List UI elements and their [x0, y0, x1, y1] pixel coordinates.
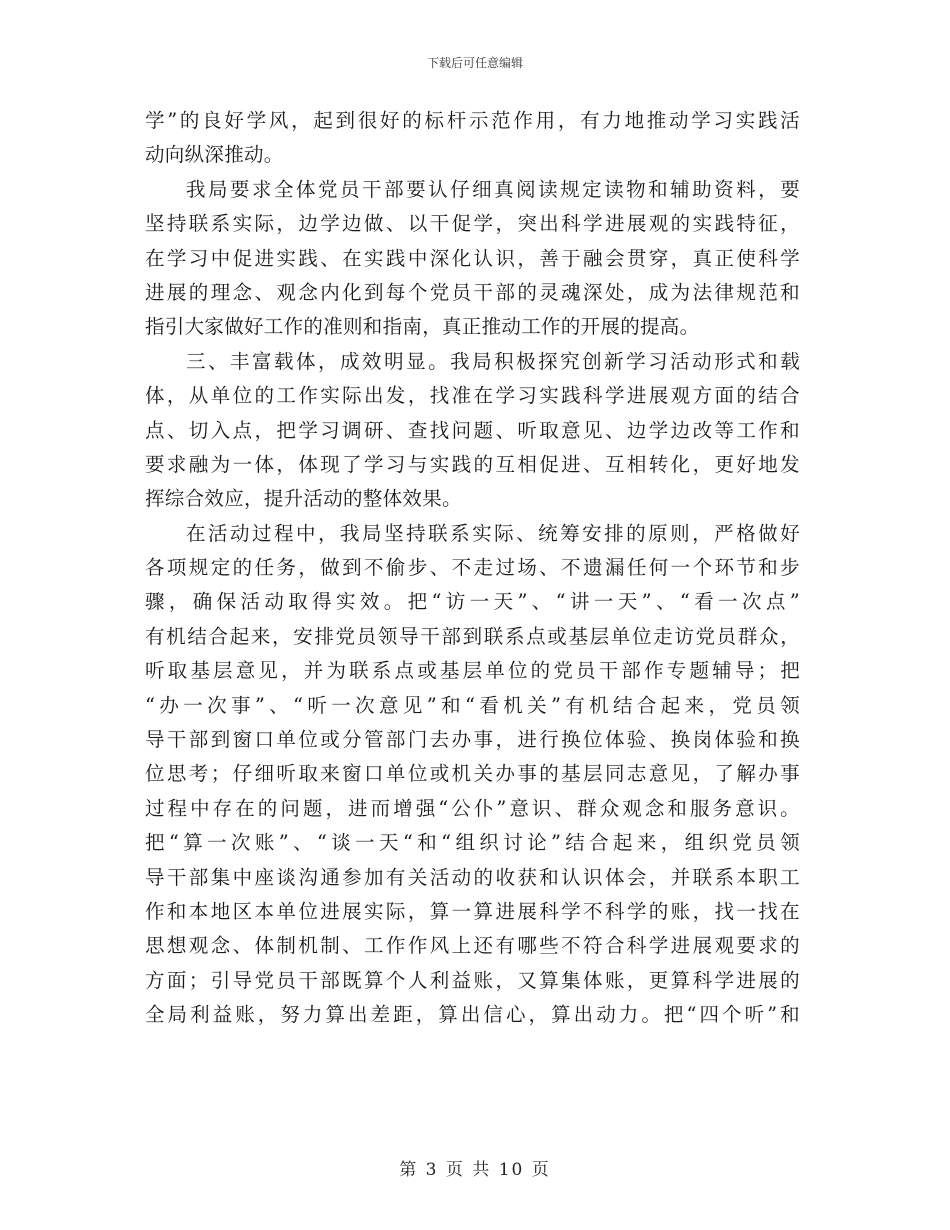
text-line: 方面；引导党员干部既算个人利益账，又算集体账，更算科学进展的 [145, 968, 800, 992]
text-line: 在学习中促进实践、在实践中深化认识，善于融会贯穿，真正使科学 [145, 246, 800, 270]
text-line: 位思考；仔细听取来窗口单位或机关办事的基层同志意见，了解办事 [145, 762, 800, 786]
text-line: 进展的理念、观念内化到每个党员干部的灵魂深处，成为法律规范和 [145, 280, 800, 304]
text-line: 挥综合效应，提升活动的整体效果。 [145, 487, 462, 511]
text-line: 思想观念、体制机制、工作作风上还有哪些不符合科学进展观要求的 [145, 934, 800, 958]
text-line: 作和本地区本单位进展实际，算一算进展科学不科学的账，找一找在 [145, 899, 800, 923]
text-line: 骤，确保活动取得实效。把“访一天”、“讲一天”、“看一次点” [145, 590, 800, 614]
text-line: 导干部到窗口单位或分管部门去办事，进行换位体验、换岗体验和换 [145, 728, 800, 752]
text-line: 我局要求全体党员干部要认仔细真阅读规定读物和辅助资料，要 [186, 177, 800, 201]
text-line: 各项规定的任务，做到不偷步、不走过场、不遗漏任何一个环节和步 [145, 556, 800, 580]
text-line: 三、丰富载体，成效明显。我局积极探究创新学习活动形式和载 [186, 349, 800, 373]
text-line: 体，从单位的工作实际出发，找准在学习实践科学进展观方面的结合 [145, 384, 800, 408]
document-body [145, 104, 800, 1033]
text-line: 坚持联系实际，边学边做、以干促学，突出科学进展观的实践特征， [145, 212, 800, 236]
text-line: 指引大家做好工作的准则和指南，真正推动工作的开展的提高。 [145, 315, 700, 339]
text-line: 点、切入点，把学习调研、查找问题、听取意见、边学边改等工作和 [145, 418, 800, 442]
text-line: 学”的良好学风，起到很好的标杆示范作用，有力地推动学习实践活 [145, 109, 800, 132]
page-footer: 第 3 页 共 10 页 [399, 1160, 551, 1180]
text-line: 动向纵深推动。 [145, 143, 284, 167]
text-line: 过程中存在的问题，进而增强“公仆”意识、群众观念和服务意识。 [145, 796, 800, 820]
text-line: 在活动过程中，我局坚持联系实际、统筹安排的原则，严格做好 [186, 521, 800, 545]
text-line: 听取基层意见，并为联系点或基层单位的党员干部作专题辅导；把 [145, 659, 800, 683]
text-line: 全局利益账，努力算出差距，算出信心，算出动力。把“四个听”和 [145, 1003, 800, 1027]
text-line: “办一次事”、“听一次意见”和“看机关”有机结合起来，党员领 [145, 693, 800, 717]
text-line: 要求融为一体，体现了学习与实践的互相促进、互相转化，更好地发 [145, 452, 800, 476]
text-line: 有机结合起来，安排党员领导干部到联系点或基层单位走访党员群众， [145, 624, 800, 648]
text-line: 把“算一次账”、“谈一天“和“组织讨论”结合起来，组织党员领 [145, 831, 800, 855]
text-line: 导干部集中座谈沟通参加有关活动的收获和认识体会，并联系本职工 [145, 865, 800, 889]
page-header: 下载后可任意编辑 [426, 56, 523, 70]
